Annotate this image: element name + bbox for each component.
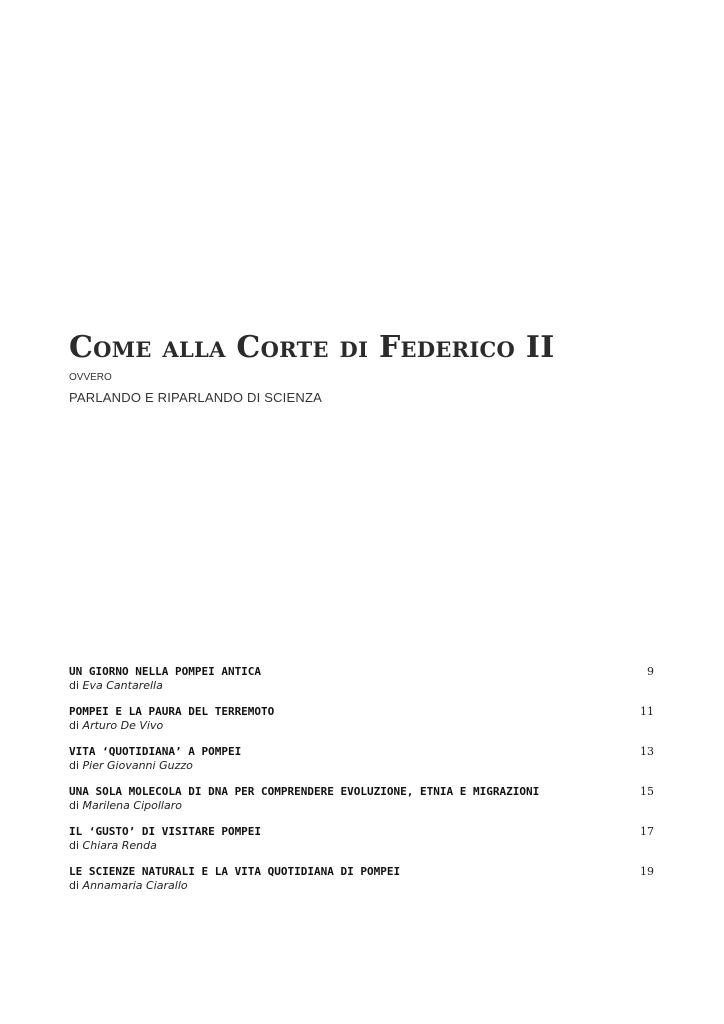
toc-entry-page: 13 [640,745,654,758]
toc-entry [69,665,656,705]
ovvero-label: OVVERO [69,372,112,383]
toc-entry-by: di [69,799,80,812]
toc-entry-page: 15 [640,785,654,798]
toc-entry-byline [69,799,656,813]
toc-entry [69,785,656,825]
toc-entry-page: 19 [640,865,654,878]
toc-entry-by: di [69,879,80,892]
toc-entry-author: Chiara Renda [82,839,157,852]
toc-entry-title: VITA ‘QUOTIDIANA’ A POMPEI [69,745,242,758]
toc-entry-byline [69,839,656,853]
toc-entry-author: Pier Giovanni Guzzo [82,759,193,772]
toc-entry-page: 17 [640,825,654,838]
toc-entry-author: Arturo De Vivo [82,719,164,732]
toc-entry [69,825,656,865]
toc-entry [69,865,656,905]
toc-entry-byline [69,719,656,733]
toc-entry-by: di [69,679,80,692]
toc-entry-page: 11 [640,705,654,718]
toc-entry-author: Marilena Cipollaro [82,799,182,812]
page-title: Come alla Corte di Federico II [69,330,555,365]
toc-entry-page: 9 [647,665,654,678]
toc-entry-title: POMPEI E LA PAURA DEL TERREMOTO [69,705,275,718]
toc-entry-title: UN GIORNO NELLA POMPEI ANTICA [69,665,262,678]
toc-entry-author: Eva Cantarella [82,679,163,692]
toc-entry-byline [69,759,656,773]
toc-entry-author: Annamaria Ciarallo [82,879,188,892]
table-of-contents [69,665,656,905]
toc-entry [69,745,656,785]
toc-entry-by: di [69,719,80,732]
toc-entry-byline [69,879,656,893]
title-block [69,330,669,406]
toc-entry-by: di [69,759,80,772]
toc-entry-by: di [69,839,80,852]
toc-entry-title: UNA SOLA MOLECOLA DI DNA PER COMPRENDERE EVOLUZIONE, ETNIA E MIGRAZIONI [69,785,540,798]
page-subtitle: PARLANDO E RIPARLANDO DI SCIENZA [69,390,322,405]
toc-entry-title: IL ‘GUSTO’ DI VISITARE POMPEI [69,825,262,838]
toc-entry [69,705,656,745]
toc-entry-title: LE SCIENZE NATURALI E LA VITA QUOTIDIANA DI POMPEI [69,865,401,878]
toc-entry-byline [69,679,656,693]
